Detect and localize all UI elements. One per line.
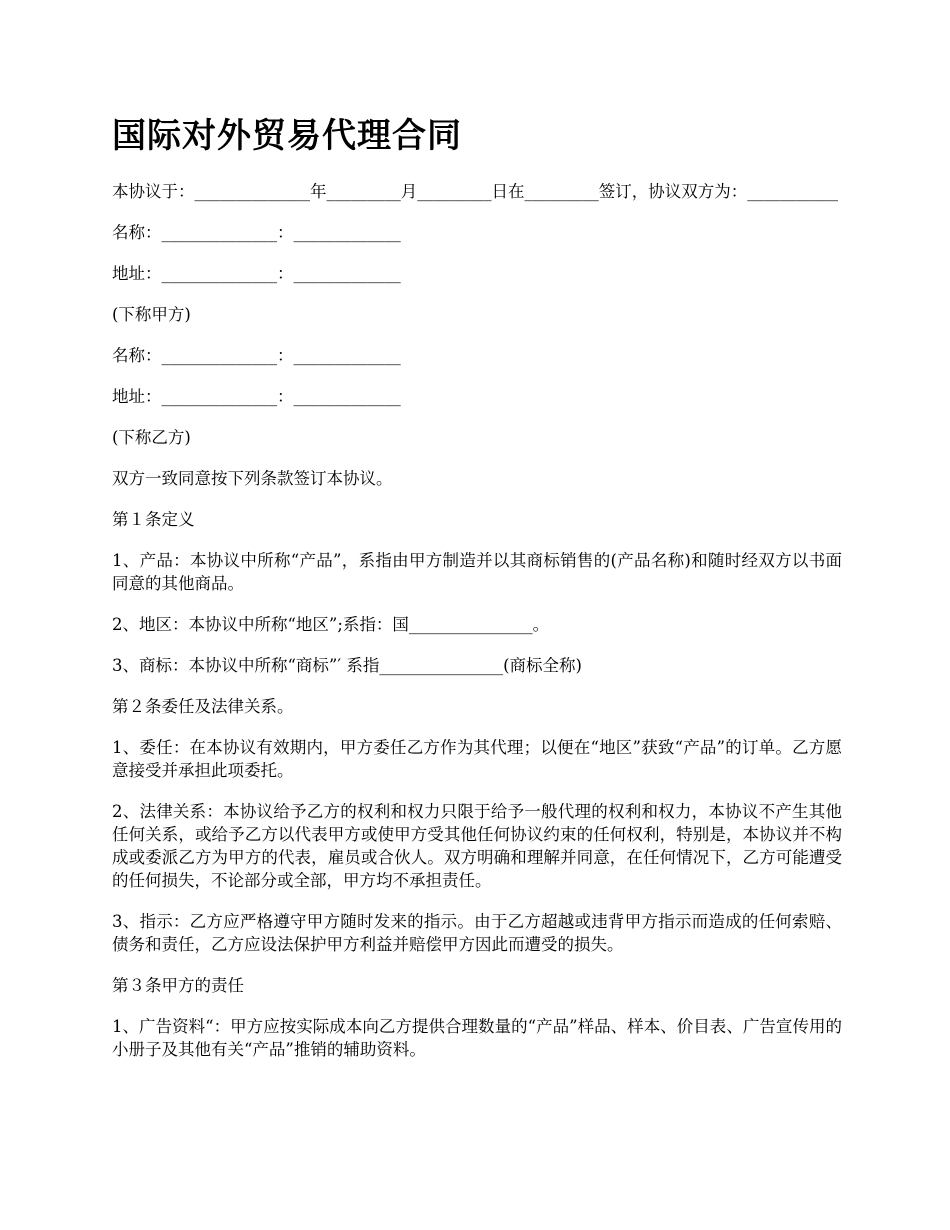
party-a-name-line: 名称：______________：_____________	[112, 223, 401, 242]
party-b-address-line: 地址：______________：_____________	[112, 387, 401, 406]
article-2-clause-2: 2、法律关系：本协议给予乙方的权利和权力只限于给予一般代理的权利和权力，本协议不产生其他任何关系，或给予乙方以代表甲方或使甲方受其他任何协议约束的任何权利，特别是，本协议并不构成或委派乙方为甲方的代表，雇员或合伙人。双方明确和理解并同意，在任何情况下，乙方可能遭受的任何损失，不论部分或全部，甲方均不承担责任。	[112, 802, 842, 890]
article-1-clause-3: 3、商标：本协议中所称“商标”′ 系指_______________(商标全称)	[112, 656, 582, 675]
agreement-statement: 双方一致同意按下列条款签订本协议。	[112, 469, 393, 488]
party-a-address-line: 地址：______________：_____________	[112, 264, 401, 283]
article-3-heading: 第３条甲方的责任	[112, 976, 244, 995]
party-a-label: (下称甲方)	[112, 305, 191, 324]
agreement-date-paragraph: 本协议于：______________年_________月_________日在_________签订，协议双方为：___________	[112, 182, 838, 201]
document-title: 国际对外贸易代理合同	[112, 116, 462, 156]
party-b-name-line: 名称：______________：_____________	[112, 346, 401, 365]
party-b-label: (下称乙方)	[112, 428, 191, 447]
document-page	[112, 112, 842, 1079]
article-2-clause-1: 1、委任：在本协议有效期内，甲方委任乙方作为其代理；以便在“地区”获致“产品”的订单。乙方愿意接受并承担此项委托。	[112, 738, 842, 780]
article-2-heading: 第２条委任及法律关系。	[112, 697, 294, 716]
article-1-clause-2: 2、地区：本协议中所称“地区”;系指：国_______________。	[112, 615, 550, 634]
article-3-clause-1: 1、广告资料“：甲方应按实际成本向乙方提供合理数量的“产品”样品、样本、价目表、广告宣传用的小册子及其他有关“产品”推销的辅助资料。	[112, 1017, 842, 1059]
article-1-heading: 第１条定义	[112, 510, 195, 529]
article-2-clause-3: 3、指示：乙方应严格遵守甲方随时发来的指示。由于乙方超越或违背甲方指示而造成的任何索赔、债务和责任，乙方应设法保护甲方利益并赔偿甲方因此而遭受的损失。	[112, 912, 842, 954]
article-1-clause-1: 1、产品：本协议中所称“产品”，系指由甲方制造并以其商标销售的(产品名称)和随时经双方以书面同意的其他商品。	[112, 551, 842, 593]
